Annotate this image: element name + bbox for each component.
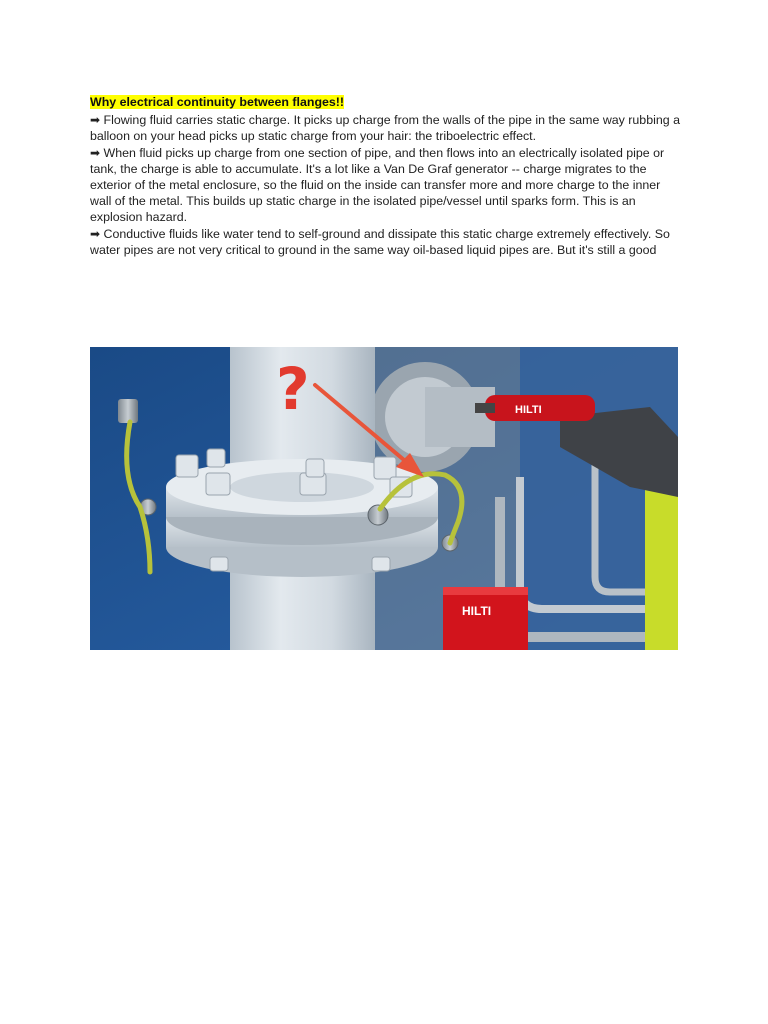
paragraph-1 <box>90 113 680 145</box>
wall-bracket <box>118 399 138 423</box>
hilti-box <box>443 587 528 650</box>
highlighted-heading: Why electrical continuity between flanges!! <box>90 95 345 109</box>
arrow-icon: ➡ <box>90 227 101 242</box>
article-text <box>90 95 680 259</box>
paragraph-text: When fluid picks up charge from one section of pipe, and then flows into an electrically isolated pipe or tank, the charge is able to accumulate. It's a lot like a Van De Graf generator -- charge migrates to the exterior of the metal enclosure, so the fluid on the inside can transfer more and more charge to the inner wall of the metal. This builds up static charge in the isolated pipe/vessel until sparks form. This is an explosion hazard. <box>90 146 665 224</box>
paragraph-2 <box>90 146 680 225</box>
box-brand-label: HILTI <box>462 604 492 618</box>
flange-photo <box>90 347 678 650</box>
article-heading <box>90 95 680 111</box>
flange-photo-illustration <box>90 347 678 650</box>
vessel-pipe <box>425 387 495 447</box>
paragraph-text: Conductive fluids like water tend to self-ground and dissipate this static charge extremely effectively. So water pipes are not very critical to ground in the same way oil-based liquid pipes are. But it's still a good <box>90 227 670 258</box>
paragraph-text: Flowing fluid carries static charge. It picks up charge from the walls of the pipe in the same way rubbing a balloon on your head picks up static charge from your hair: the triboelectric effect. <box>90 112 680 143</box>
arrow-icon: ➡ <box>90 146 101 161</box>
arrow-icon: ➡ <box>90 112 101 127</box>
question-mark: ? <box>276 355 310 423</box>
tool-brand-label: HILTI <box>515 404 542 416</box>
paragraph-3 <box>90 227 680 259</box>
